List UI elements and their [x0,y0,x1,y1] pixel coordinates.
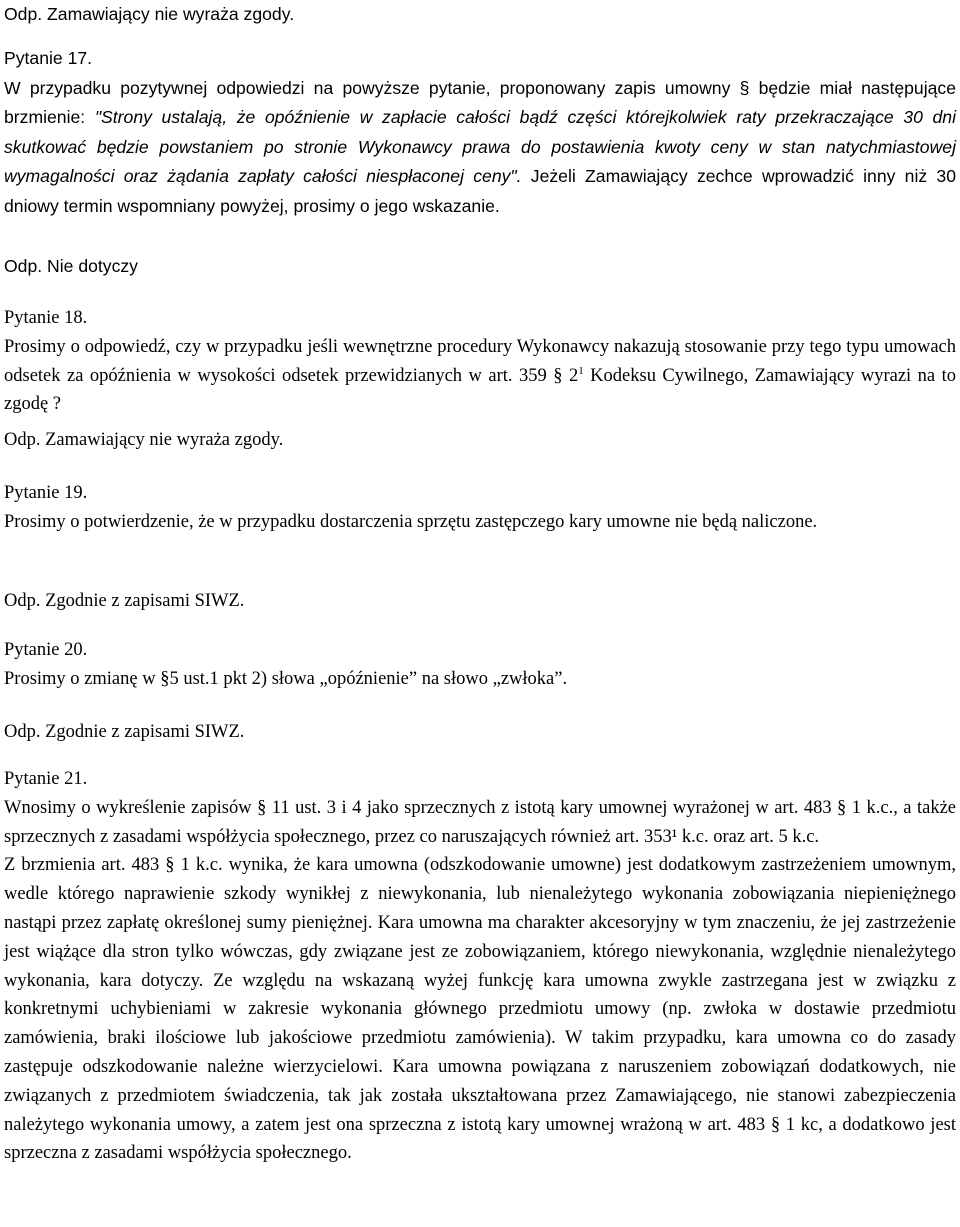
question-21-text-2: Z brzmienia art. 483 § 1 k.c. wynika, że kara umowna (odszkodowanie umowne) jest dodatkowym zastrzeżeniem umownym, wedle którego naprawienie szkody wynikłej z niewykonania, lub nienależytego wykonania zobowiązania niepieniężnego nastąpi przez zapłatę określonej sumy pieniężnej. Kara umowna ma charakter akcesoryjny w tym znaczeniu, że jej zastrzeżenie jest wiążące dla stron tylko wówczas, gdy związane jest ze zobowiązaniem, którego niewykonania, względnie nienależytego wykonania, kara dotyczy. Ze względu na wskazaną wyżej funkcję kara umowna zwykle zastrzegana jest w związku z konkretnymi uchybieniami w zakresie wykonania głównego przedmiotu umowy (np. zwłoka w dostawie przedmiotu zamówienia, braki ilościowe lub jakościowe przedmiotu zamówienia). W takim przypadku, kara umowna co do zasady zastępuje odszkodowanie należne wierzycielowi. Kara umowna powiązana z naruszeniem zobowiązań dodatkowych, nie związanych z przedmiotem świadczenia, tak jak została ukształtowana przez Zamawiającego, nie stanowi zabezpieczenia należytego wykonania umowy, a zatem jest ona sprzeczna z istotą kary umownej wrażoną w art. 483 § 1 kc, a dodatkowo jest sprzeczna z zasadami współżycia społecznego. [4,855,956,1164]
question-21-text-1: Wnosimy o wykreślenie zapisów § 11 ust. 3 i 4 jako sprzecznych z istotą kary umownej wyrażonej w art. 483 § 1 k.c., a także sprzecznych z zasadami współżycia społecznego, przez co naruszających również art. 353¹ k.c. oraz art. 5 k.c. [4,797,956,847]
question-17-quoted-clause: "Strony ustalają, że opóźnienie w zapłacie całości bądź części którejkolwiek raty przekraczające 30 dni skutkować będzie powstaniem po stronie Wykonawcy prawa do postawienia kwoty ceny w stan natychmiastowej wymagalności oraz żądania zapłaty całości niespłaconej ceny". [4,107,956,187]
question-19-title: Pytanie 19. [4,483,88,503]
question-17 [4,44,956,222]
question-19 [4,479,956,537]
question-21-title: Pytanie 21. [4,769,88,789]
question-18-title: Pytanie 18. [4,308,88,328]
question-17-text-b: Jeżeli Zamawiający zechce wprowadzić inny niż 30 dniowy termin wspomniany powyżej, prosimy o jego wskazanie. [4,166,956,216]
question-21 [4,765,956,1168]
question-17-title: Pytanie 17. [4,48,93,68]
question-18-superscript: 1 [578,364,584,377]
question-17-text-a: W przypadku pozytywnej odpowiedzi na powyższe pytanie, proponowany zapis umowny § będzie miał następujące brzmienie: [4,77,956,128]
question-18-text-a: Prosimy o odpowiedź, czy w przypadku jeśli wewnętrzne procedury Wykonawcy nakazują stosowanie przy tego typu umowach odsetek za opóźnienia w wysokości odsetek przewidzianych w art. 359 § 2 [4,336,956,386]
answer-20: Odp. Zgodnie z zapisami SIWZ. [4,722,245,742]
question-18 [4,304,956,419]
question-17-text [4,74,956,222]
question-18-text [4,333,956,419]
answer-17: Odp. Nie dotyczy [4,256,138,276]
answer-18: Odp. Zamawiający nie wyraża zgody. [4,430,284,450]
question-20-text: Prosimy o zmianę w §5 ust.1 pkt 2) słowa „opóźnienie” na słowo „zwłoka”. [4,668,568,689]
question-19-text: Prosimy o potwierdzenie, że w przypadku dostarczenia sprzętu zastępczego kary umowne nie będą naliczone. [4,511,818,532]
question-18-text-b: Kodeksu Cywilnego, Zamawiający wyrazi na to zgodę ? [4,365,956,415]
question-20-title: Pytanie 20. [4,640,88,660]
answer-16: Odp. Zamawiający nie wyraża zgody. [4,4,295,24]
answer-19: Odp. Zgodnie z zapisami SIWZ. [4,591,245,611]
question-20 [4,636,956,694]
